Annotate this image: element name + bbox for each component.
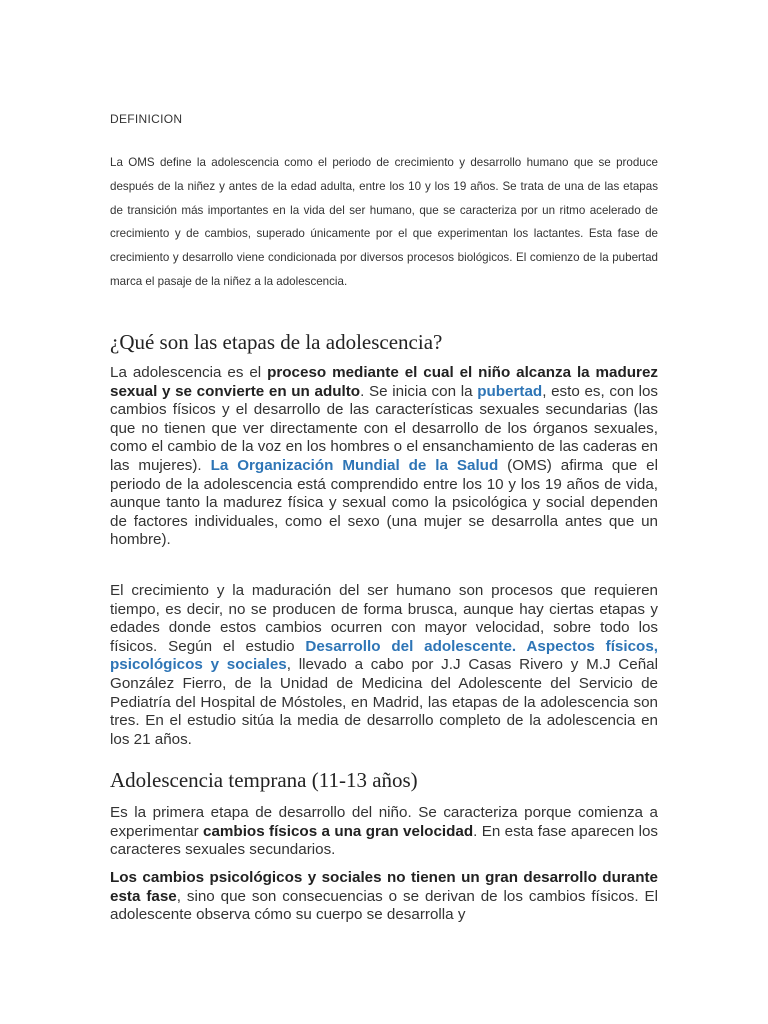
- text-span: , llevado a cabo por J.J Casas Rivero y M.J Ceñal González Fierro, de la Unidad de Medicina del Adolescente del Servicio de Pediatría del Hospital de Móstoles, en Madrid, las etapas de la adolescencia son tres. En el estudio sitúa la media de desarrollo completo de la adolescencia en los 21 años.: [110, 656, 658, 748]
- bold-span: proceso mediante el cual el niño alcanza la madurez sexual y se convierte en un adulto: [110, 364, 658, 400]
- paragraph-primera-etapa: [110, 804, 658, 860]
- paragraph-cambios-psicologicos: [110, 869, 658, 925]
- bold-span: cambios físicos a una gran velocidad: [203, 822, 474, 840]
- section-title-etapas: ¿Qué son las etapas de la adolescencia?: [110, 330, 443, 354]
- section-title-temprana: Adolescencia temprana (11-13 años): [110, 768, 418, 792]
- text-span: El crecimiento y la maduración del ser humano son procesos que requieren tiempo, es decir, no se producen de forma brusca, aunque hay ciertas etapas y edades donde estos cambios ocurren con mayor velocidad, sobre todo los físicos. Según el estudio: [110, 582, 658, 655]
- definition-heading: DEFINICION: [110, 112, 183, 126]
- text-span: La adolescencia es el: [110, 364, 268, 381]
- text-span: . Se inicia con la: [360, 382, 478, 400]
- text-span: . En esta fase aparecen los caracteres sexuales secundarios.: [110, 822, 658, 859]
- link-oms[interactable]: La Organización Mundial de la Salud: [210, 456, 499, 474]
- paragraph-crecimiento: [110, 582, 658, 749]
- text-span: , sino que son consecuencias o se derivan de los cambios físicos. El adolescente observa cómo su cuerpo se desarrolla y: [110, 887, 659, 924]
- bold-span: Los cambios psicológicos y sociales no tienen un gran desarrollo durante esta fase: [110, 869, 658, 905]
- link-pubertad[interactable]: pubertad: [477, 382, 543, 400]
- text-span: Es la primera etapa de desarrollo del niño. Se caracteriza porque comienza a experimentar: [110, 804, 658, 840]
- link-estudio-desarrollo[interactable]: Desarrollo del adolescente. Aspectos físicos, psicológicos y sociales: [110, 637, 658, 674]
- paragraph-adolescencia-proceso: [110, 364, 658, 550]
- text-span: , esto es, con los cambios físicos y el desarrollo de las características sexuales secundarias (las que no tienen que ver directamente con el desarrollo de los órganos sexuales, como el cambio de la voz en los hombres o el ensanchamiento de las caderas en las mujeres).: [110, 382, 658, 474]
- text-span: (OMS) afirma que el periodo de la adolescencia está comprendido entre los 10 y los 19 años de vida, aunque tanto la madurez física y sexual como la psicológica y social dependen de factores individuales, como el sexo (una mujer se desarrolla antes que un hombre).: [110, 456, 658, 549]
- intro-paragraph: La OMS define la adolescencia como el periodo de crecimiento y desarrollo humano que se produce después de la niñez y antes de la edad adulta, entre los 10 y los 19 años. Se trata de una de las etapas de transición más importantes en la vida del ser humano, que se caracteriza por un ritmo acelerado de crecimiento y de cambios, superado únicamente por el que experimentan los lactantes. Esta fase de crecimiento y desarrollo viene condicionada por diversos procesos biológicos. El comienzo de la pubertad marca el pasaje de la niñez a la adolescencia.: [110, 156, 658, 288]
